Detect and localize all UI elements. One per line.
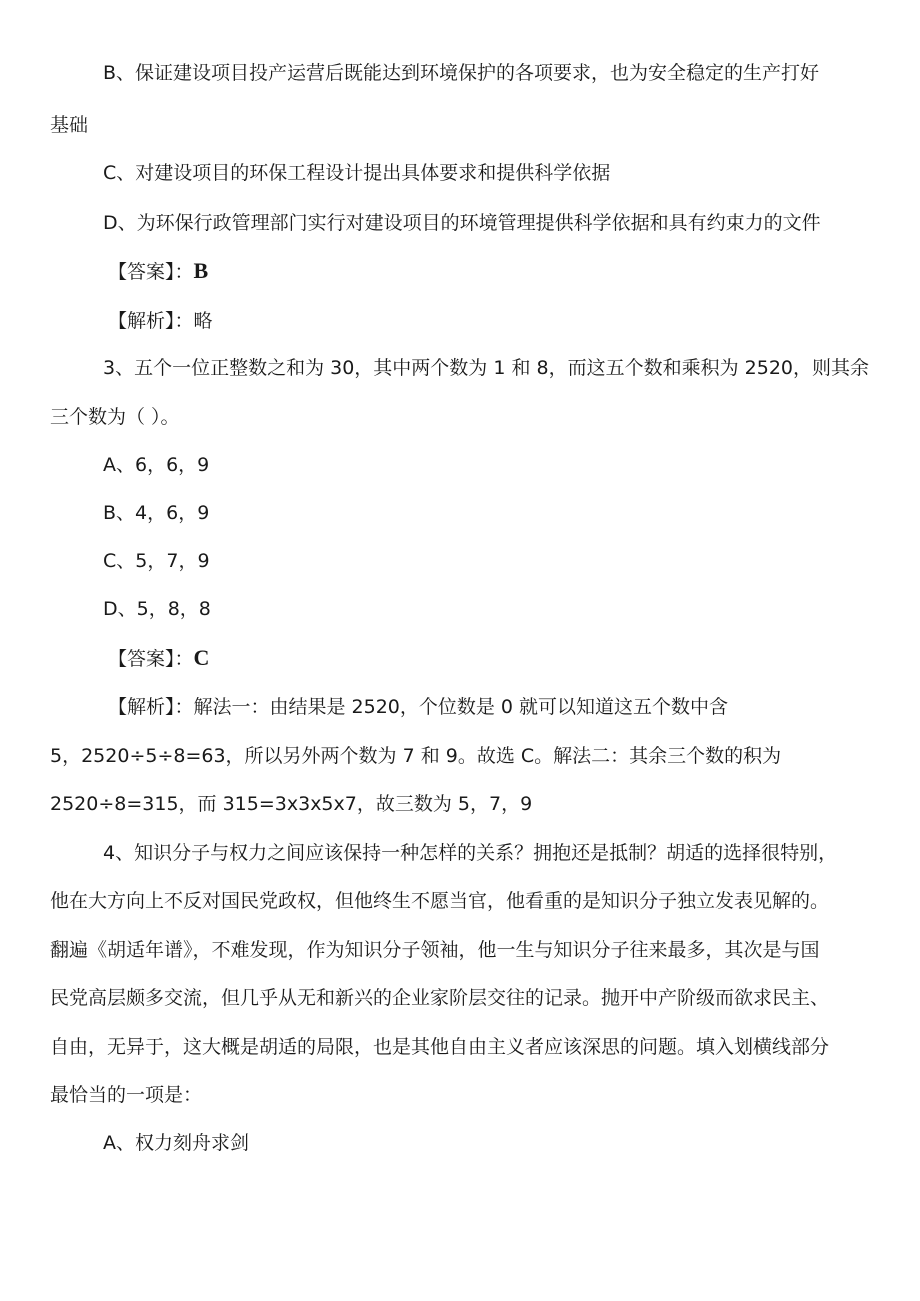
q4-stem-line-5: 自由，无异于，这大概是胡适的局限，也是其他自由主义者应该深思的问题。填入划横线部分 [50,1036,830,1058]
q4-stem-line-4: 民党高层颇多交流，但几乎从无和新兴的企业家阶层交往的记录。抛开中产阶级而欲求民主、 [50,987,830,1009]
q3-option-d: D、5，8，8 [103,598,211,620]
q3-answer-label: 【答案】： [108,648,194,670]
q3-option-a: A、6，6，9 [103,454,210,476]
q3-analysis-line-1: 【解析】：解法一：由结果是 2520，个位数是 0 就可以知道这五个数中含 [108,696,729,718]
q3-option-c: C、5，7，9 [103,550,210,572]
q4-stem-line-3: 翻遍《胡适年谱》，不难发现，作为知识分子领袖，他一生与知识分子往来最多，其次是与国 [50,939,820,961]
q2-option-b-continued: 基础 [50,114,89,136]
q2-analysis [108,308,213,334]
q3-answer-value: C [193,645,210,670]
q3-stem-line-2: 三个数为（ ）。 [50,406,180,428]
q2-answer-label: 【答案】： [108,261,194,283]
q2-analysis-label: 【解析】： [108,310,194,332]
q2-answer [108,258,208,285]
q4-stem-line-6: 最恰当的一项是： [50,1084,203,1106]
q4-stem-line-1: 4、知识分子与权力之间应该保持一种怎样的关系？拥抱还是抵制？胡适的选择很特别， [103,842,838,864]
q3-stem-line-1: 3、五个一位正整数之和为 30，其中两个数为 1 和 8，而这五个数和乘积为 2520，则其余 [103,357,869,379]
q2-answer-value: B [193,258,209,283]
q4-option-a: A、权力刻舟求剑 [103,1132,249,1154]
q2-option-d: D、为环保行政管理部门实行对建设项目的环境管理提供科学依据和具有约束力的文件 [103,212,821,234]
q2-analysis-value: 略 [193,310,213,332]
q2-option-b: B、保证建设项目投产运营后既能达到环境保护的各项要求，也为安全稳定的生产打好 [103,62,820,84]
q4-stem-line-2: 他在大方向上不反对国民党政权，但他终生不愿当官，他看重的是知识分子独立发表见解的。 [50,890,830,912]
q3-analysis-line-2: 5，2520÷5÷8=63，所以另外两个数为 7 和 9。故选 C。解法二：其余三个数的积为 [50,745,782,767]
q3-answer [108,645,209,672]
q3-analysis-line-3: 2520÷8=315，而 315=3x3x5x7，故三数为 5，7，9 [50,793,533,815]
q2-option-c: C、对建设项目的环保工程设计提出具体要求和提供科学依据 [103,162,611,184]
q3-option-b: B、4，6，9 [103,502,210,524]
